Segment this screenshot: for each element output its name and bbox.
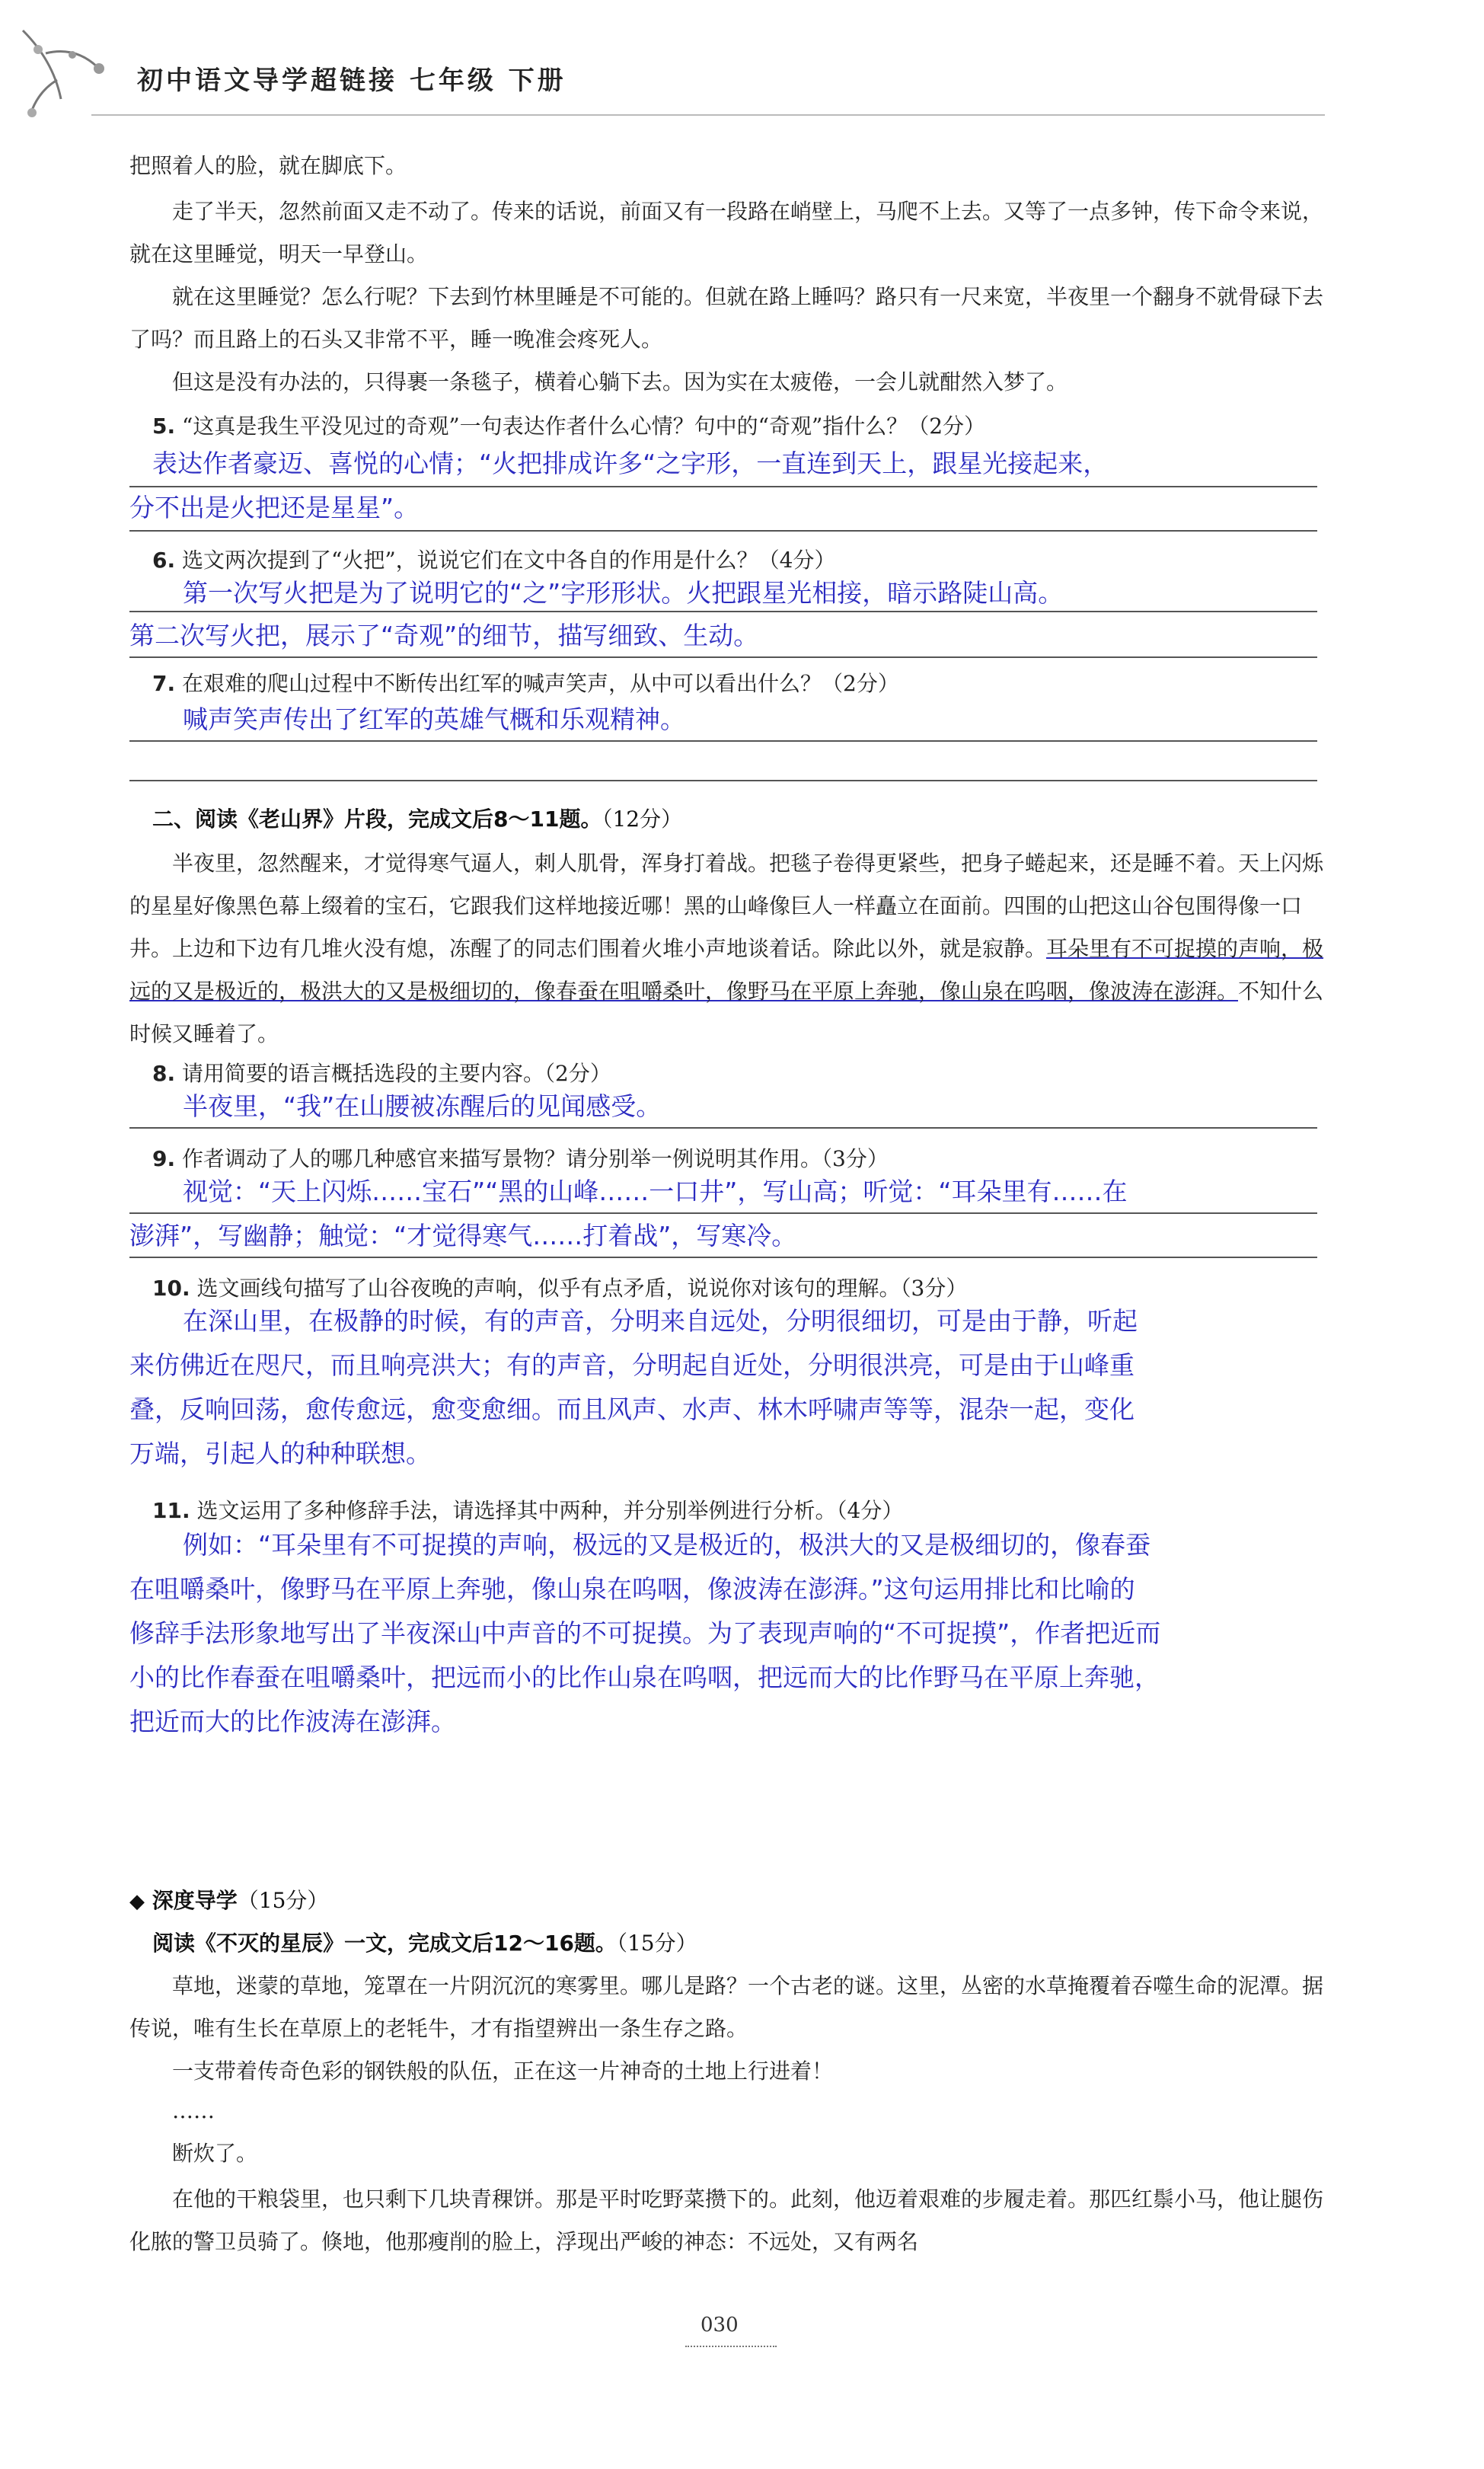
- question-text: 请用简要的语言概括选段的主要内容。（2分）: [182, 1061, 611, 1086]
- question-number: 5.: [152, 414, 176, 439]
- question-text: 在艰难的爬山过程中不断传出红军的喊声笑声，从中可以看出什么？（2分）: [182, 671, 899, 696]
- section-title: 阅读《不灭的星辰》一文，完成文后12～16题。: [152, 1931, 617, 1956]
- paragraph-3: 就在这里睡觉？怎么行呢？下去到竹林里睡是不可能的。但就在路上睡吗？路只有一尺来宽，半夜里一个翻身不就骨碌下去了吗？而且路上的石头又非常不平，睡一晚准会疼死人。: [129, 284, 1324, 352]
- answer-line: 第一次写火把是为了说明它的“之”字形形状。火把跟星光相接，暗示路陡山高。: [183, 578, 1064, 608]
- answer-rule: [129, 1257, 1317, 1258]
- answer-rule: [129, 486, 1317, 487]
- answer-line: 小的比作春蚕在咀嚼桑叶，把远而小的比作山泉在呜咽，把远而大的比作野马在平原上奔驰，: [129, 1663, 1160, 1692]
- passage-text: 半夜里，忽然醒来，才觉得寒气逼人，刺人肌骨，浑身打着战。把毯子卷得更紧些，把身子蜷起来，还是睡不着。天上闪烁的星星好像黑色幕上缀着的宝石，它跟我们这样地接近哪！黑的山峰像巨人一样矗立在面前。四围的山把这山谷包围得像一口井。上边和下边有几堆火没有熄，冻醒了的同志们围着火堆小声地谈着话。除此以外，就是寂静。: [129, 851, 1324, 961]
- question-number: 6.: [152, 548, 176, 573]
- question-7: [152, 666, 1340, 702]
- question-text: 作者调动了人的哪几种感官来描写景物？请分别举一例说明其作用。（3分）: [182, 1146, 889, 1171]
- section-title: 二、阅读《老山界》片段，完成文后8～11题。: [152, 806, 602, 832]
- answer-line: 修辞手法形象地写出了半夜深山中声音的不可捉摸。为了表现声响的“不可捉摸”，作者把近而: [129, 1618, 1161, 1648]
- answer-line: 第二次写火把，展示了“奇观”的细节，描写细致、生动。: [129, 621, 759, 650]
- diamond-bullet-icon: ◆: [129, 1890, 145, 1913]
- answer-rule: [129, 656, 1317, 658]
- book-title: 初中语文导学超链接 七年级 下册: [137, 65, 566, 96]
- answer-line: 来仿佛近在咫尺，而且响亮洪大；有的声音，分明起自近处，分明很洪亮，可是由于山峰重: [129, 1350, 1135, 1380]
- section-heading: [152, 1927, 697, 1957]
- answer-line: 例如：“耳朵里有不可捉摸的声响，极远的又是极近的，极洪大的又是极细切的，像春蚕: [183, 1530, 1151, 1560]
- answer-6: [183, 571, 1325, 615]
- answer-line: 把近而大的比作波涛在澎湃。: [129, 1707, 456, 1736]
- answer-8: [183, 1084, 1325, 1129]
- passage-paragraph: 在他的干粮袋里，也只剩下几块青稞饼。那是平时吃野菜攒下的。此刻，他迈着艰难的步履走着。那匹红鬃小马，他让腿伤化脓的警卫员骑了。倏地，他那瘦削的脸上，浮现出严峻的神态：不远处，又有两名: [129, 2186, 1324, 2254]
- question-number: 9.: [152, 1146, 176, 1171]
- section-points: （15分）: [616, 1931, 697, 1956]
- question-text: “这真是我生平没见过的奇观”一句表达作者什么心情？句中的“奇观”指什么？（2分）: [182, 414, 986, 439]
- page-number-divider: [685, 2346, 777, 2348]
- question-text: 选文运用了多种修辞手法，请选择其中两种，并分别举例进行分析。（4分）: [196, 1498, 904, 1523]
- answer-7: [183, 698, 1325, 742]
- answer-rule: [129, 1212, 1317, 1214]
- decorative-plum-blossom-icon: [15, 15, 122, 129]
- page-number: 030: [701, 2314, 739, 2336]
- question-text: 选文画线句描写了山谷夜晚的声响，似乎有点矛盾，说说你对该句的理解。（3分）: [196, 1276, 968, 1301]
- underlined-sentence: 耳朵里有不可捉摸的声响，极远的又是极近的，极洪大的又是极细切的，像春蚕在咀嚼桑叶，像野马在平原上奔驰，像山泉在呜咽，像波涛在澎湃。: [129, 936, 1324, 1004]
- answer-rule: [129, 780, 1317, 781]
- deep-study-points: （15分）: [237, 1888, 329, 1913]
- answer-11: [129, 1523, 1340, 1744]
- question-number: 10.: [152, 1276, 190, 1301]
- answer-line: 视觉：“天上闪烁……宝石”“黑的山峰……一口井”，写山高；听觉：“耳朵里有……在: [183, 1177, 1128, 1206]
- header-divider: [91, 114, 1325, 116]
- answer-10: [129, 1299, 1340, 1476]
- passage-laoshanjie: [129, 842, 1340, 1056]
- answer-rule: [129, 740, 1317, 742]
- answer-line: 在咀嚼桑叶，像野马在平原上奔驰，像山泉在呜咽，像波涛在澎湃。”这句运用排比和比喻的: [129, 1574, 1135, 1604]
- question-number: 8.: [152, 1061, 176, 1086]
- answer-9: [183, 1170, 1340, 1214]
- paragraph-1: 把照着人的脸，就在脚底下。: [129, 153, 407, 178]
- passage-paragraph: 一支带着传奇色彩的钢铁般的队伍，正在这一片神奇的土地上行进着！: [172, 2059, 834, 2084]
- answer-rule: [129, 1127, 1317, 1129]
- answer-9-cont: [129, 1214, 1340, 1258]
- passage-paragraph: 草地，迷蒙的草地，笼罩在一片阴沉沉的寒雾里。哪儿是路？一个古老的谜。这里，丛密的水草掩覆着吞噬生命的泥潭。据传说，唯有生长在草原上的老牦牛，才有指望辨出一条生存之路。: [129, 1973, 1324, 2041]
- answer-5: [152, 442, 1340, 486]
- answer-line: 半夜里，“我”在山腰被冻醒后的见闻感受。: [183, 1091, 662, 1121]
- section-heading: [152, 803, 682, 833]
- question-number: 11.: [152, 1498, 190, 1523]
- answer-line: 分不出是火把还是星星”。: [129, 493, 420, 522]
- deep-study-heading: [129, 1884, 328, 1915]
- answer-line: 澎湃”，写幽静；触觉：“才觉得寒气……打着战”，写寒冷。: [129, 1221, 797, 1250]
- answer-rule: [129, 530, 1317, 532]
- passage-text: 不知什么时候又睡着了。: [129, 979, 1324, 1046]
- answer-line: 喊声笑声传出了红军的英雄气概和乐观精神。: [183, 704, 685, 734]
- deep-study-title: 深度导学: [152, 1888, 238, 1913]
- question-text: 选文两次提到了“火把”，说说它们在文中各自的作用是什么？（4分）: [182, 548, 836, 573]
- answer-line: 叠，反响回荡，愈传愈远，愈变愈细。而且风声、水声、林木呼啸声等等，混杂一起，变化: [129, 1394, 1135, 1424]
- answer-line: 在深山里，在极静的时候，有的声音，分明来自远处，分明很细切，可是由于静，听起: [183, 1306, 1138, 1336]
- ellipsis: ……: [172, 2098, 215, 2123]
- question-5: [152, 408, 1340, 445]
- passage-paragraph: 断炊了。: [172, 2141, 258, 2166]
- answer-6-cont: [129, 614, 1340, 658]
- question-number: 7.: [152, 671, 176, 696]
- answer-5-cont: [129, 486, 1340, 530]
- answer-line: 万端，引起人的种种联想。: [129, 1439, 431, 1468]
- section-points: （12分）: [602, 806, 683, 832]
- paragraph-4: 但这是没有办法的，只得裹一条毯子，横着心躺下去。因为实在太疲倦，一会儿就酣然入梦了。: [172, 369, 1068, 394]
- answer-rule: [129, 611, 1317, 612]
- paragraph-2: 走了半天，忽然前面又走不动了。传来的话说，前面又有一段路在峭壁上，马爬不上去。又等了一点多钟，传下命令来说，就在这里睡觉，明天一早登山。: [129, 199, 1324, 267]
- answer-line: 表达作者豪迈、喜悦的心情；“火把排成许多“之字形，一直连到天上，跟星光接起来，: [152, 449, 1109, 478]
